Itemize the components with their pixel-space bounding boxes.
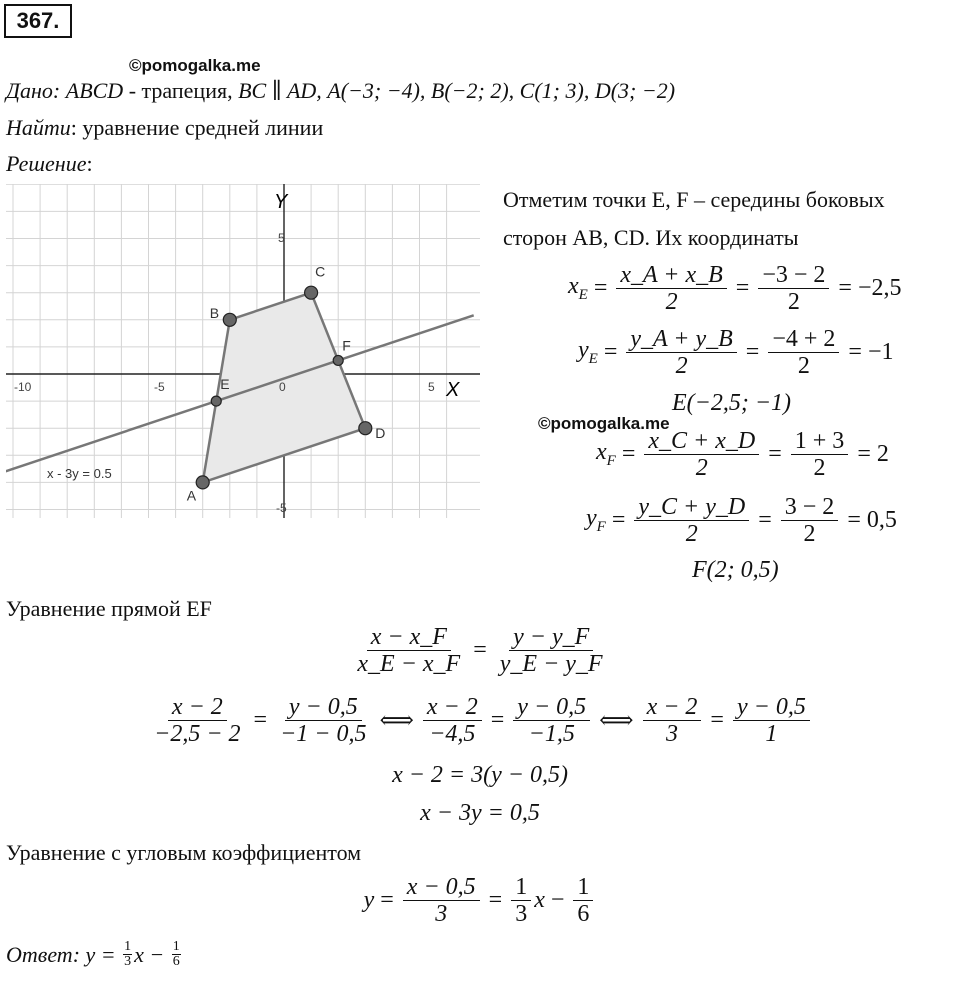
- f4-num: y − 0,5: [513, 694, 590, 721]
- slope-c-den: 3: [515, 901, 528, 927]
- answer-label: Ответ: [6, 941, 73, 967]
- tick-x-neg10: -10: [14, 380, 32, 394]
- answer-b-num: 1: [172, 939, 180, 954]
- point-e: [211, 396, 221, 406]
- tick-x-neg5: -5: [154, 380, 165, 394]
- y-axis-label: Y: [274, 191, 288, 213]
- yF-den2: 2: [803, 521, 816, 547]
- point-a: [196, 476, 209, 489]
- slope-equation: y = $\frac{x - 0,5}{3}$ = $\frac{1}{3}$ x − $\frac{1}{6}$: [0, 874, 960, 927]
- watermark-top: ©pomogalka.me: [129, 56, 261, 75]
- yE-num: y_A + y_B: [626, 326, 736, 353]
- xE-num2: −3 − 2: [758, 262, 829, 289]
- xE-num: x_A + x_B: [616, 262, 726, 289]
- right-text-1: Отметим точки E, F – середины боковых: [503, 187, 885, 212]
- tick-x-0: 0: [279, 380, 286, 394]
- x-axis-label: X: [446, 379, 460, 401]
- yE-result: −1: [867, 339, 894, 365]
- general-left-num: x − x_F: [367, 624, 451, 651]
- xE-den2: 2: [787, 289, 800, 315]
- formula-yE: $y_E$ = $\frac{y\_A + y\_B}{2}$ = $\frac{-4 + 2}{2}$ = −1: [578, 326, 894, 379]
- answer-mid: x −: [134, 941, 170, 967]
- slope-c-num: 1: [511, 874, 531, 901]
- slope-den: 3: [435, 901, 448, 927]
- answer-b-den: 6: [172, 954, 180, 969]
- right-text-2: сторон AB, CD. Их координаты: [503, 225, 799, 250]
- point-label-d: D: [375, 425, 386, 442]
- general-right-num: y − y_F: [509, 624, 593, 651]
- f5-den: 3: [665, 721, 678, 747]
- point-d: [359, 422, 372, 435]
- given-label: Дано:: [6, 78, 61, 103]
- given-points: A(−3; −4), B(−2; 2), C(1; 3), D(3; −2): [327, 78, 676, 103]
- f2-den: −1 − 0,5: [280, 721, 367, 747]
- yE-den: 2: [675, 353, 688, 379]
- slope-num: x − 0,5: [403, 874, 480, 901]
- watermark-middle: ©pomogalka.me: [538, 414, 670, 433]
- f6-den: 1: [765, 721, 778, 747]
- yE-den2: 2: [797, 353, 810, 379]
- find-text: : уравнение средней линии: [70, 115, 324, 140]
- yF-num: y_C + y_D: [634, 494, 749, 521]
- slope-mid: x: [534, 887, 545, 913]
- given-text: - трапеция,: [123, 78, 239, 103]
- xE-result: −2,5: [857, 275, 902, 301]
- given-parallel: BC ∥ AD,: [238, 78, 322, 103]
- point-label-f: F: [342, 337, 351, 354]
- xF-num2: 1 + 3: [791, 428, 849, 455]
- yF-num2: 3 − 2: [781, 494, 839, 521]
- line-eq-chain: $\frac{x - 2}{-2,5 - 2}$ = $\frac{y - 0,5}{-1 - 0,5}$ ⟺ $\frac{x - 2}{-4,5}$ = $\frac{y - 0,5}{-1,5}$ ⟺ $\frac{x - 2}{3}$ = $\frac{y - 0,5}{1}$: [0, 694, 960, 747]
- answer-lhs: : y =: [72, 941, 122, 967]
- slope-k-den: 6: [577, 901, 590, 927]
- formula-yF: $y_F$ = $\frac{y\_C + y\_D}{2}$ = $\frac{3 - 2}{2}$ = 0,5: [586, 494, 897, 547]
- solution-line: [6, 151, 93, 177]
- formula-xF: $x_F$ = $\frac{x\_C + x\_D}{2}$ = $\frac{1 + 3}{2}$ = 2: [596, 428, 889, 481]
- find-label: Найти: [6, 115, 71, 140]
- point-E-coords: E(−2,5; −1): [672, 390, 792, 416]
- formula-xE: $x_E$ = $\frac{x\_A + x\_B}{2}$ = $\frac{-3 - 2}{2}$ = −2,5: [568, 262, 902, 315]
- f1-den: −2,5 − 2: [154, 721, 241, 747]
- point-F-coords: F(2; 0,5): [692, 557, 779, 583]
- general-left-den: x_E − x_F: [357, 651, 461, 677]
- problem-number: 367.: [4, 4, 72, 38]
- point-label-b: B: [209, 304, 220, 321]
- xF-den: 2: [695, 455, 708, 481]
- yE-num2: −4 + 2: [768, 326, 839, 353]
- answer-a-num: 1: [124, 939, 132, 954]
- xF-num: x_C + x_D: [644, 428, 759, 455]
- line-eq-step1: x − 2 = 3(y − 0,5): [392, 762, 568, 788]
- f2-num: y − 0,5: [285, 694, 362, 721]
- line-eq-general: $\frac{x - x\_F}{x\_E - x\_F}$ = $\frac{y - y\_F}{y\_E - y\_F}$: [0, 624, 960, 677]
- find-line: [6, 115, 323, 141]
- f6-num: y − 0,5: [733, 694, 810, 721]
- point-f: [333, 355, 343, 365]
- point-b: [223, 313, 236, 326]
- xF-result: 2: [876, 441, 889, 467]
- slope-lhs: y: [363, 887, 375, 913]
- coordinate-graph: [6, 184, 480, 518]
- answer-a-den: 3: [124, 954, 132, 969]
- f3-den: −4,5: [429, 721, 476, 747]
- slope-label: Уравнение с угловым коэффициентом: [6, 840, 362, 865]
- f1-num: x − 2: [168, 694, 227, 721]
- slope-k-num: 1: [573, 874, 593, 901]
- yF-result: 0,5: [866, 507, 897, 533]
- given-line: [6, 78, 675, 104]
- yF-den: 2: [685, 521, 698, 547]
- point-label-a: A: [186, 487, 197, 504]
- xF-den2: 2: [813, 455, 826, 481]
- solution-label: Решение: [6, 151, 87, 176]
- tick-y-neg5: -5: [276, 501, 287, 515]
- f3-num: x − 2: [423, 694, 482, 721]
- tick-x-5: 5: [428, 380, 435, 394]
- answer-line: [6, 940, 183, 969]
- point-label-c: C: [315, 263, 326, 280]
- point-c: [305, 286, 318, 299]
- tick-y-5: 5: [278, 231, 285, 245]
- f4-den: −1,5: [528, 721, 575, 747]
- given-figure: ABCD: [65, 78, 124, 103]
- f5-num: x − 2: [643, 694, 702, 721]
- line-eq-label: Уравнение прямой EF: [6, 596, 212, 621]
- line-equation-label: x - 3y = 0.5: [47, 466, 112, 481]
- line-eq-step2: x − 3y = 0,5: [420, 800, 540, 826]
- point-label-e: E: [220, 376, 230, 393]
- solution-colon: :: [86, 151, 93, 176]
- xE-den: 2: [665, 289, 678, 315]
- general-right-den: y_E − y_F: [499, 651, 603, 677]
